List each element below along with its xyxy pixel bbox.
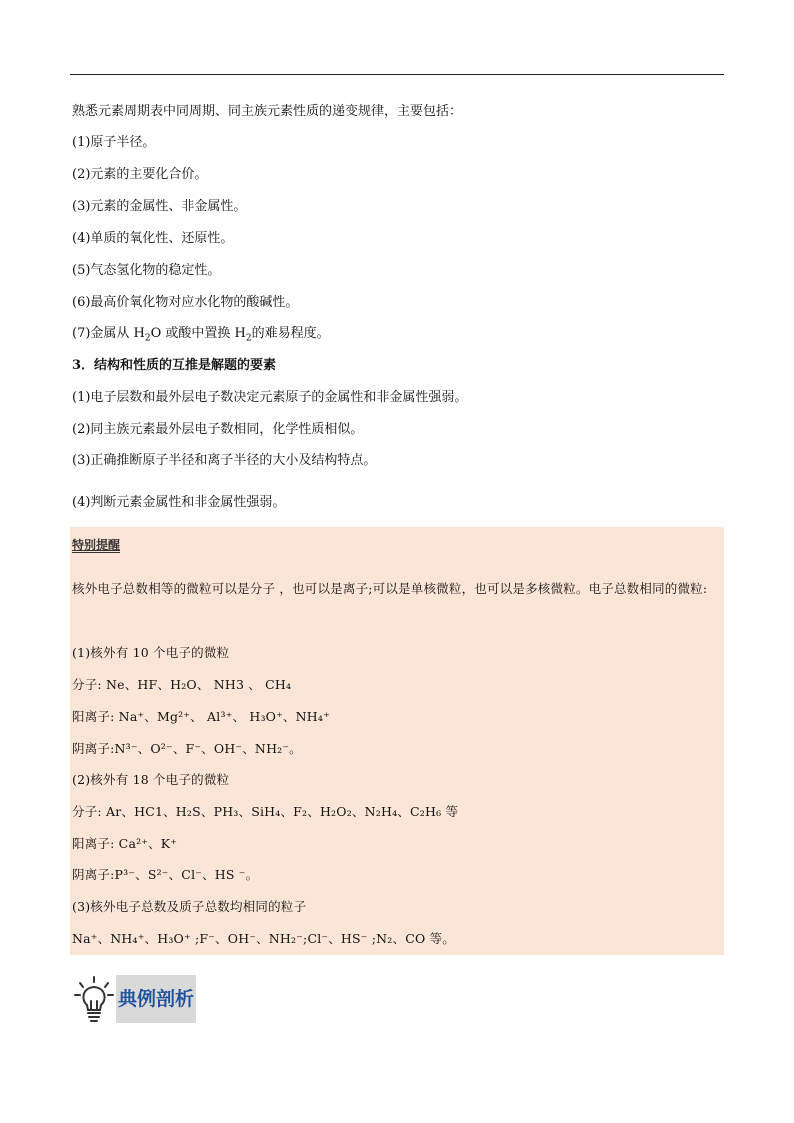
list-item: (6)最高价氧化物对应水化物的酸碱性。 bbox=[72, 295, 299, 310]
section-badge-label: 典例剖析 bbox=[116, 975, 196, 1023]
list-item: (2)同主族元素最外层电子数相同，化学性质相似。 bbox=[72, 422, 364, 437]
tip-line: (2)核外有 18 个电子的微粒 bbox=[72, 772, 230, 787]
subscript: 2 bbox=[245, 333, 252, 344]
intro-text: 熟悉元素周期表中同周期、同主族元素性质的递变规律，主要包括： bbox=[72, 104, 463, 119]
tip-line: Na⁺、NH₄⁺、H₃O⁺ ;F⁻、OH⁻、NH₂⁻;Cl⁻、HS⁻ ;N₂、CO 等。 bbox=[72, 931, 455, 946]
tip-line: 阳离子: Ca²⁺、K⁺ bbox=[72, 836, 178, 851]
tip-line: 阴离子:P³⁻、S²⁻、Cl⁻、HS ⁻。 bbox=[72, 867, 259, 882]
tip-line: 阳离子: Na⁺、Mg²⁺、 Al³⁺、 H₃O⁺、NH₄⁺ bbox=[72, 709, 330, 724]
header-rule bbox=[70, 74, 724, 75]
text-segment: (7)金属从 H bbox=[72, 326, 145, 341]
list-item: (4)单质的氧化性、还原性。 bbox=[72, 231, 234, 246]
tip-box-title: 特别提醒 bbox=[72, 538, 121, 552]
list-item: (1)原子半径。 bbox=[72, 135, 156, 150]
tip-line: 分子: Ne、HF、H₂O、 NH3 、 CH₄ bbox=[72, 677, 292, 692]
list-item bbox=[72, 325, 330, 348]
list-item: (1)电子层数和最外层电子数决定元素原子的金属性和非金属性强弱。 bbox=[72, 390, 468, 405]
tip-intro: 核外电子总数相等的微粒可以是分子 ，也可以是离子;可以是单核微粒，也可以是多核微粒。电子总数相同的微粒: bbox=[72, 581, 708, 596]
subscript: 2 bbox=[144, 333, 151, 344]
list-item: (2)元素的主要化合价。 bbox=[72, 167, 208, 182]
section-badge bbox=[72, 975, 198, 1023]
list-item: (3)正确推断原子半径和离子半径的大小及结构特点。 bbox=[72, 453, 377, 468]
section-heading: 3．结构和性质的互推是解题的要素 bbox=[72, 358, 277, 373]
tip-line: 分子: Ar、HC1、H₂S、PH₃、SiH₄、F₂、H₂O₂、N₂H₄、C₂H₆ 等 bbox=[72, 804, 459, 819]
text-segment: O 或酸中置换 H bbox=[150, 326, 246, 341]
tip-line: (3)核外电子总数及质子总数均相同的粒子 bbox=[72, 899, 307, 914]
lightbulb-icon bbox=[72, 975, 116, 1023]
list-item: (5)气态氢化物的稳定性。 bbox=[72, 263, 221, 278]
list-item: (4)判断元素金属性和非金属性强弱。 bbox=[72, 495, 286, 510]
text-segment: 的难易程度。 bbox=[251, 326, 330, 341]
tip-line: 阴离子:N³⁻、O²⁻、F⁻、OH⁻、NH₂⁻。 bbox=[72, 741, 302, 756]
list-item: (3)元素的金属性、非金属性。 bbox=[72, 199, 247, 214]
tip-line: (1)核外有 10 个电子的微粒 bbox=[72, 645, 230, 660]
